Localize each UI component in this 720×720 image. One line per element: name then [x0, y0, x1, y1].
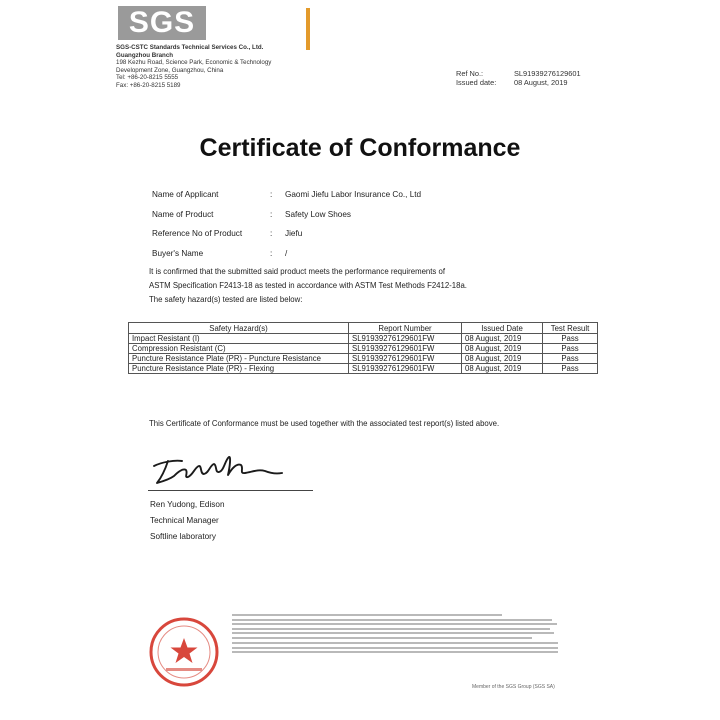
field-colon: :	[270, 229, 273, 239]
issued-date-cell: 08 August, 2019	[462, 334, 543, 344]
hazard-cell: Puncture Resistance Plate (PR) - Puncture Resistance	[129, 354, 349, 364]
usage-note: This Certificate of Conformance must be used together with the associated test report(s) listed above.	[149, 419, 500, 428]
field-row-buyer	[152, 244, 421, 264]
field-value: Jiefu	[285, 229, 303, 239]
field-row-product	[152, 205, 421, 225]
fine-print-line	[232, 623, 557, 625]
result-cell: Pass	[543, 344, 598, 354]
conformance-statement	[149, 265, 589, 307]
signature-line	[148, 490, 313, 491]
hazard-cell: Impact Resistant (I)	[129, 334, 349, 344]
fine-print-line	[232, 647, 558, 649]
table-row	[129, 364, 598, 374]
fine-print-line	[232, 642, 558, 644]
header-issued-date: Issued Date	[462, 323, 543, 334]
company-fax: Fax: +86-20-8215 5189	[116, 81, 181, 89]
ref-number-label: Ref No.:	[456, 69, 484, 78]
sgs-logo	[118, 6, 206, 40]
field-value: Gaomi Jiefu Labor Insurance Co., Ltd	[285, 190, 422, 200]
statement-line-3: The safety hazard(s) tested are listed below:	[149, 295, 303, 304]
table-row	[129, 354, 598, 364]
field-value: Safety Low Shoes	[285, 209, 351, 219]
company-address-line-2: Development Zone, Guangzhou, China	[116, 66, 224, 74]
field-colon: :	[270, 209, 273, 219]
header-test-result: Test Result	[543, 323, 598, 334]
field-label: Name of Applicant	[152, 190, 219, 200]
statement-line-2: ASTM Specification F2413-18 as tested in accordance with ASTM Test Methods F2412-18a.	[149, 281, 467, 290]
issued-date-row	[456, 78, 581, 87]
report-number-cell: SL91939276129601FW	[349, 364, 462, 374]
hazard-cell: Puncture Resistance Plate (PR) - Flexing	[129, 364, 349, 374]
fine-print-line	[232, 637, 532, 639]
footer-fine-print	[232, 614, 562, 656]
field-row-applicant	[152, 185, 421, 205]
issued-date-cell: 08 August, 2019	[462, 364, 543, 374]
sgs-logo-text: SGS	[128, 6, 196, 39]
company-name: SGS-CSTC Standards Technical Services Co., Ltd.	[116, 44, 264, 51]
signature-image	[148, 448, 298, 488]
result-cell: Pass	[543, 334, 598, 344]
applicant-fields	[152, 185, 421, 263]
signer-title: Technical Manager	[150, 516, 219, 525]
table-row	[129, 344, 598, 354]
signer-name: Ren Yudong, Edison	[150, 500, 225, 509]
issued-date-value: 08 August, 2019	[514, 78, 568, 87]
sgs-logo-accent-bar	[306, 8, 310, 50]
report-number-cell: SL91939276129601FW	[349, 354, 462, 364]
document-title: Certificate of Conformance	[199, 134, 521, 162]
hazard-cell: Compression Resistant (C)	[129, 344, 349, 354]
result-cell: Pass	[543, 364, 598, 374]
company-seal	[148, 616, 220, 688]
field-value: /	[285, 248, 288, 258]
reference-block	[456, 69, 581, 87]
hazard-table-header	[129, 323, 598, 334]
company-address-block	[116, 44, 271, 90]
hazard-table	[128, 322, 598, 374]
field-label: Reference No of Product	[152, 229, 243, 239]
table-row	[129, 334, 598, 344]
statement-line-1: It is confirmed that the submitted said product meets the performance requirements of	[149, 267, 445, 276]
report-number-cell: SL91939276129601FW	[349, 334, 462, 344]
issued-date-cell: 08 August, 2019	[462, 344, 543, 354]
company-address-line-1: 198 Kezhu Road, Science Park, Economic & Technology	[116, 59, 272, 67]
company-branch: Guangzhou Branch	[116, 51, 174, 59]
result-cell: Pass	[543, 354, 598, 364]
field-colon: :	[270, 248, 273, 258]
issued-date-cell: 08 August, 2019	[462, 354, 543, 364]
issued-date-label: Issued date:	[456, 78, 497, 87]
fine-print-line	[232, 632, 554, 634]
sgs-group-member-note: Member of the SGS Group (SGS SA)	[472, 684, 555, 690]
field-colon: :	[270, 190, 273, 200]
header-report-number: Report Number	[349, 323, 462, 334]
company-tel: Tel: +86-20-8215 5555	[116, 74, 179, 82]
fine-print-line	[232, 619, 552, 621]
signer-department: Softline laboratory	[150, 532, 216, 541]
field-row-reference	[152, 224, 421, 244]
header-safety-hazard: Safety Hazard(s)	[129, 323, 349, 334]
report-number-cell: SL91939276129601FW	[349, 344, 462, 354]
fine-print-line	[232, 651, 558, 653]
fine-print-line	[232, 614, 502, 616]
field-label: Name of Product	[152, 209, 214, 219]
field-label: Buyer's Name	[152, 248, 204, 258]
ref-number-value: SL91939276129601	[514, 69, 581, 78]
ref-number-row	[456, 69, 581, 78]
signer-block	[150, 497, 225, 545]
fine-print-line	[232, 628, 550, 630]
